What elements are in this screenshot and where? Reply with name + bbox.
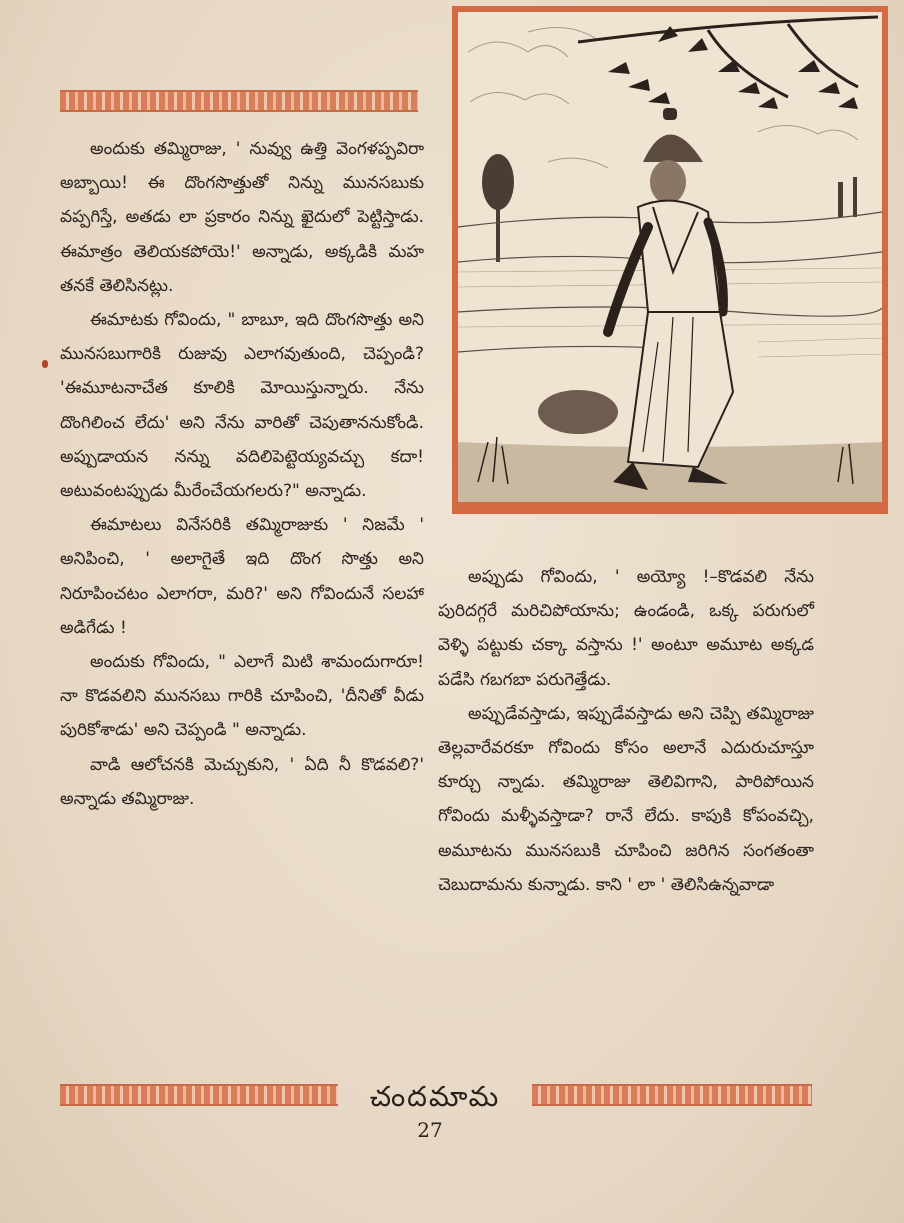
man-carrying-bundle-illustration: [458, 12, 882, 502]
footer-border-right: [532, 1084, 812, 1106]
left-text-column: [60, 132, 424, 816]
paragraph: వాడి ఆలోచనకి మెచ్చుకుని, ' ఏది నీ కొడవలి?' అన్నాడు తమ్మిరాజు.: [60, 754, 424, 809]
story-illustration: [452, 6, 888, 514]
paragraph: అప్పుడేవస్తాడు, ఇప్పుడేవస్తాడు అని చెప్పి తమ్మిరాజు తెల్లవారేవరకూ గోవిందు కోసం అలానే ఎదురుచూస్తూ కూర్చు న్నాడు. తమ్మిరాజు తెలివిగాని, పారిపోయిన గోవిందు మళ్ళీవస్తాడా? రానే లేదు. కాపుకి కోపంవచ్చి, అమూటను మునసబుకి చూపించి జరిగిన సంగతంతా చెబుదామను కున్నాడు. కాని ' లా ' తెలిసిఉన్నవాడా: [438, 703, 814, 895]
paragraph: అప్పుడు గోవిందు, ' అయ్యో !–కొడవలి నేను పురిదగ్గరే మరిచిపోయాను; ఉండండి, ఒక్క పరుగులో వెళ్ళి పట్టుకు చక్కా వస్తాను !' అంటూ అమూట అక్కడ పడేసి గబగబా పరుగెత్తేడు.: [438, 567, 814, 690]
margin-mark: [42, 360, 48, 368]
footer-border-left: [60, 1084, 338, 1106]
paragraph: అందుకు గోవిందు, " ఎలాగే మిటి శామందుగారూ! నా కొడవలిని మునసబు గారికి చూపించి, 'దీనితో వీడు పురికోశాడు' అని చెప్పండి " అన్నాడు.: [60, 652, 424, 741]
paragraph: ఈమాటకు గోవిందు, " బాబూ, ఇది దొంగసొత్తు అని మునసబుగారికి రుజువు ఎలాగవుతుంది, చెప్పండి? 'ఈమూటనాచేత కూలికి మోయిస్తున్నారు. నేను దొంగిలించ లేదు' అని నేను వారితో చెపుతాననుకోండి. అప్పుడాయన నన్ను వదిలిపెట్టెయ్యవచ్చు కదా! అటువంటప్పుడు మీరేంచేయగలరు?" అన్నాడు.: [60, 310, 424, 502]
magazine-title: చందమామ: [369, 1080, 501, 1113]
paragraph: అందుకు తమ్మిరాజు, ' నువ్వు ఉత్తి వెంగళప్పవిరా అబ్బాయి! ఈ దొంగసొత్తుతో నిన్ను మునసబుకు వప్పగిస్తే, అతడు లా ప్రకారం నిన్ను ఖైదులో పెట్టిస్తాడు. ఈమాత్రం తెలియకపోయె!' అన్నాడు, అక్కడికి మహ తనకే తెలిసినట్లు.: [60, 139, 424, 296]
right-text-column: [438, 560, 814, 902]
paragraph: ఈమాటలు వినేసరికి తమ్మిరాజుకు ' నిజమే ' అనిపించి, ' అలాగైతే ఇది దొంగ సొత్తు అని నిరూపించటం ఎలాగరా, మరి?' అని గోవిందునే సలహా అడిగేడు !: [60, 515, 424, 638]
page-number: 27: [417, 1118, 443, 1142]
top-decorative-border: [60, 90, 418, 112]
